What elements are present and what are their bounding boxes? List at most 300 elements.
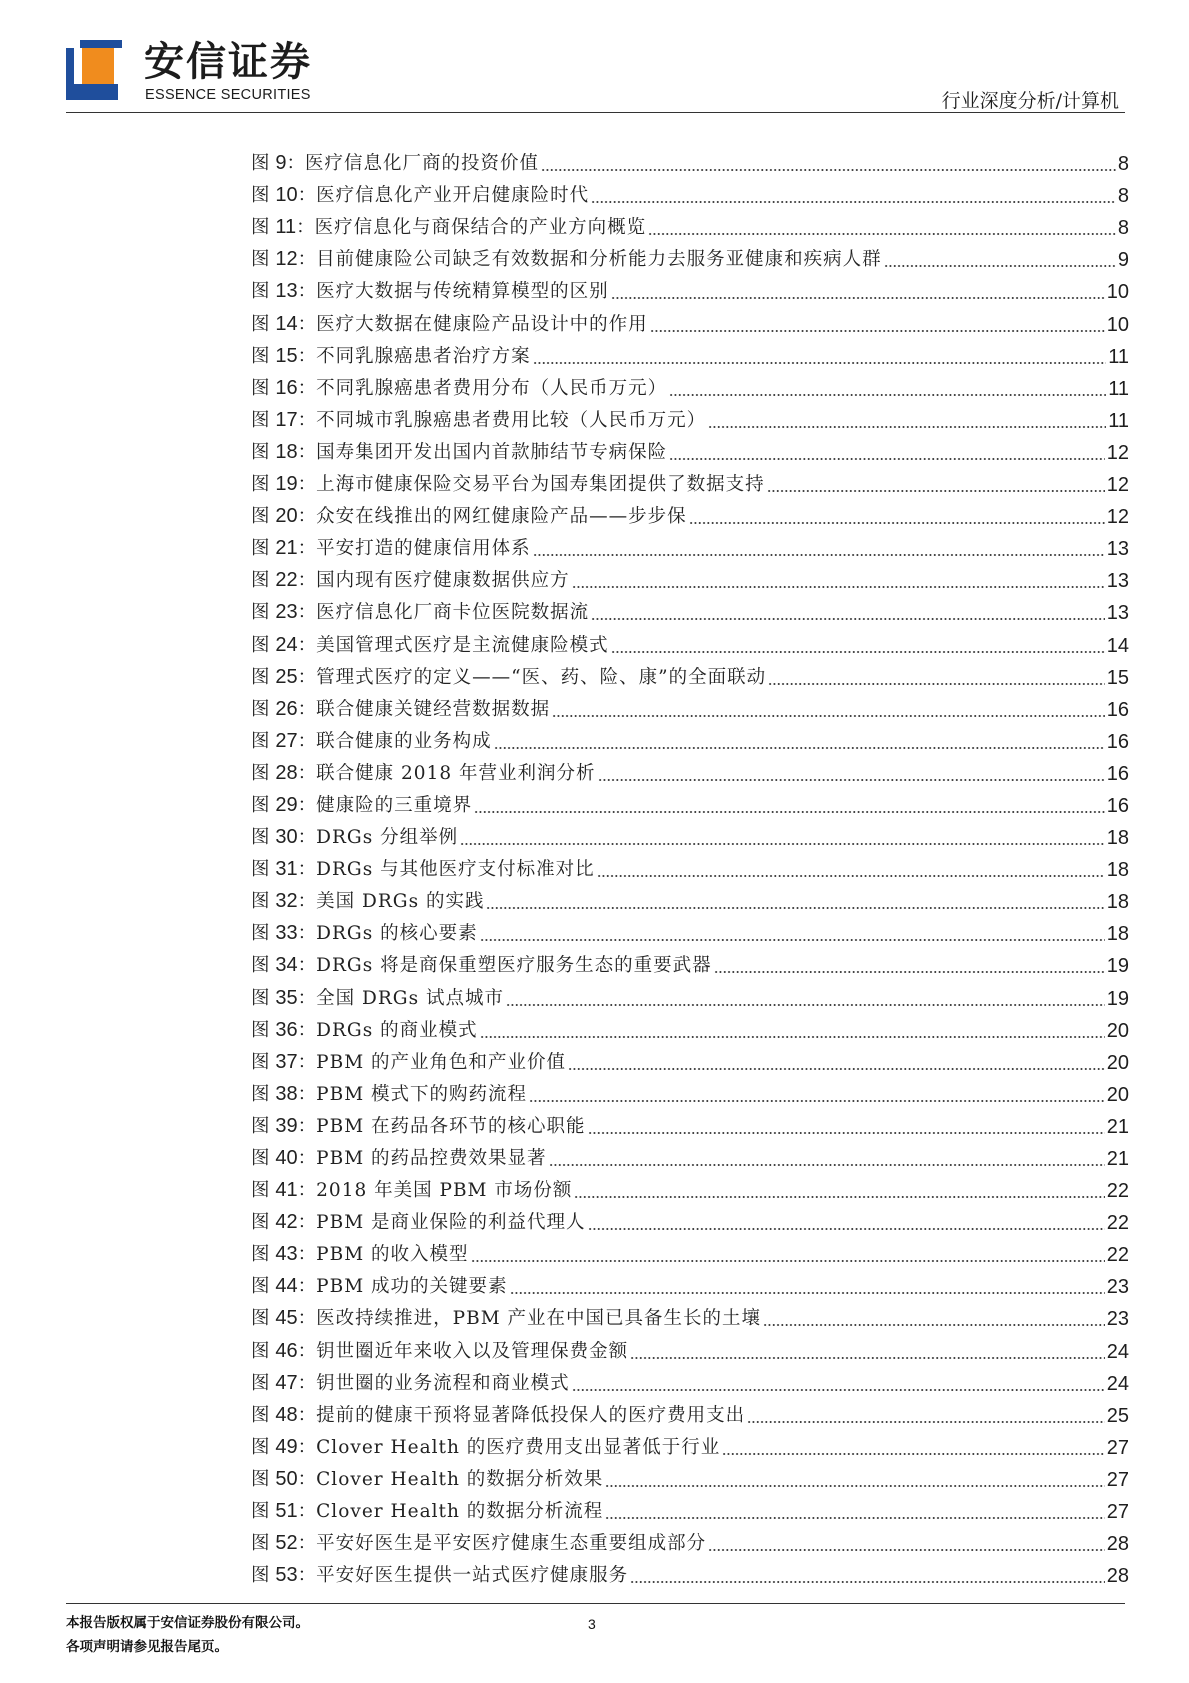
toc-dot-leader	[533, 554, 1105, 556]
toc-dot-leader	[588, 1228, 1105, 1230]
toc-figure-number: 52	[275, 1532, 298, 1555]
toc-figure-title: PBM 模式下的购药流程	[316, 1083, 528, 1105]
toc-page-number: 13	[1106, 602, 1129, 625]
toc-figure-title: 医疗信息化厂商卡位医院数据流	[316, 602, 590, 624]
toc-colon: ：	[297, 1276, 317, 1298]
toc-figure-label	[251, 1500, 316, 1523]
toc-dot-leader	[669, 394, 1106, 396]
toc-figure-number: 42	[275, 1211, 298, 1234]
toc-figure-number: 19	[275, 473, 298, 496]
toc-figure-title: 钥世圈近年来收入以及管理保费金额	[316, 1340, 629, 1362]
toc-page-number: 22	[1106, 1180, 1129, 1203]
toc-figure-title: 众安在线推出的网红健康险产品——步步保	[316, 506, 687, 528]
toc-figure-prefix: 图	[251, 891, 276, 913]
toc-entry[interactable]	[251, 1334, 1129, 1366]
toc-page-number: 12	[1106, 474, 1129, 497]
toc-figure-prefix: 图	[251, 281, 276, 303]
toc-figure-title: PBM 在药品各环节的核心职能	[316, 1115, 586, 1137]
toc-figure-prefix: 图	[251, 441, 276, 463]
toc-figure-label	[251, 826, 316, 849]
toc-figure-prefix: 图	[251, 666, 276, 688]
toc-figure-title: 美国 DRGs 的实践	[316, 891, 485, 913]
toc-dot-leader	[648, 233, 1116, 235]
toc-dot-leader	[549, 1164, 1105, 1166]
toc-figure-prefix: 图	[251, 955, 276, 977]
toc-colon: ：	[297, 1083, 317, 1105]
toc-figure-label	[251, 1083, 316, 1106]
toc-figure-number: 16	[275, 376, 298, 399]
toc-dot-leader	[460, 843, 1105, 845]
toc-figure-number: 21	[275, 537, 298, 560]
toc-figure-number: 12	[275, 248, 298, 271]
toc-colon: ：	[297, 602, 317, 624]
toc-colon: ：	[297, 1340, 317, 1362]
toc-entry[interactable]	[251, 1078, 1129, 1110]
toc-entry[interactable]	[251, 211, 1129, 243]
toc-entry[interactable]	[251, 853, 1129, 885]
toc-entry[interactable]	[251, 372, 1129, 404]
toc-dot-leader	[541, 169, 1116, 171]
toc-figure-prefix: 图	[251, 1148, 276, 1169]
toc-page-number: 27	[1106, 1436, 1129, 1459]
toc-figure-prefix: 图	[251, 987, 276, 1009]
toc-colon: ：	[297, 762, 317, 784]
toc-figure-number: 32	[275, 890, 298, 913]
toc-entry[interactable]	[251, 1142, 1129, 1174]
toc-figure-label	[251, 184, 316, 207]
toc-figure-label	[251, 601, 316, 624]
toc-figure-number: 20	[275, 505, 298, 528]
toc-entry[interactable]	[251, 468, 1129, 500]
toc-figure-prefix: 图	[251, 153, 276, 175]
toc-figure-label	[251, 409, 316, 432]
toc-dot-leader	[708, 1549, 1105, 1551]
toc-dot-leader	[708, 426, 1106, 428]
toc-figure-label	[251, 473, 316, 496]
toc-colon: ：	[297, 1404, 317, 1426]
toc-figure-number: 51	[275, 1500, 298, 1523]
toc-figure-title: DRGs 的商业模式	[316, 1019, 478, 1041]
toc-figure-prefix: 图	[251, 859, 276, 881]
toc-colon: ：	[297, 1308, 317, 1330]
toc-figure-number: 39	[275, 1114, 298, 1137]
toc-page-number: 18	[1106, 827, 1129, 850]
toc-figure-label	[251, 1211, 316, 1234]
toc-dot-leader	[722, 1453, 1105, 1455]
toc-figure-title: DRGs 分组举例	[316, 827, 459, 849]
toc-figure-label	[251, 441, 316, 464]
toc-figure-title: 医疗信息化厂商的投资价值	[305, 153, 540, 175]
toc-dot-leader	[568, 1068, 1105, 1070]
toc-page-number: 16	[1106, 794, 1129, 817]
toc-page-number: 11	[1108, 377, 1129, 400]
toc-colon: ：	[297, 570, 317, 592]
toc-page-number: 16	[1106, 698, 1129, 721]
toc-figure-prefix: 图	[251, 1212, 276, 1234]
toc-figure-prefix: 图	[251, 1115, 276, 1137]
toc-figure-prefix: 图	[251, 1501, 276, 1523]
toc-entry[interactable]	[251, 1559, 1129, 1591]
toc-entry[interactable]	[251, 564, 1129, 596]
toc-figure-number: 10	[275, 184, 298, 207]
toc-figure-number: 30	[275, 826, 298, 849]
toc-dot-leader	[574, 1196, 1104, 1198]
toc-figure-label	[251, 1019, 316, 1042]
toc-colon: ：	[297, 1180, 317, 1202]
toc-colon: ：	[297, 474, 317, 496]
toc-figure-number: 27	[275, 729, 298, 752]
toc-figure-title: 2018 年美国 PBM 市场份额	[316, 1180, 573, 1202]
toc-entry[interactable]	[251, 1527, 1129, 1559]
toc-dot-leader	[486, 907, 1104, 909]
toc-page-number: 18	[1106, 923, 1129, 946]
toc-figure-label	[251, 1532, 316, 1555]
toc-figure-prefix: 图	[251, 1468, 276, 1490]
toc-figure-label	[251, 280, 316, 303]
toc-figure-label	[251, 1243, 316, 1266]
toc-entry[interactable]	[251, 661, 1129, 693]
toc-page-number: 27	[1106, 1468, 1129, 1491]
toc-figure-title: 目前健康险公司缺乏有效数据和分析能力去服务亚健康和疾病人群	[316, 249, 882, 271]
toc-entry[interactable]	[251, 1014, 1129, 1046]
toc-page-number: 12	[1106, 506, 1129, 529]
toc-figure-prefix: 图	[251, 313, 276, 335]
toc-figure-number: 26	[275, 697, 298, 720]
toc-colon: ：	[297, 1115, 317, 1137]
toc-figure-title: 全国 DRGs 试点城市	[316, 987, 504, 1009]
page-header	[0, 0, 1189, 114]
toc-page-number: 14	[1106, 634, 1129, 657]
report-section-label: 行业深度分析/计算机	[941, 90, 1119, 112]
toc-page-number: 8	[1117, 217, 1129, 240]
toc-figure-prefix: 图	[251, 827, 276, 849]
toc-colon: ：	[297, 377, 317, 399]
toc-dot-leader	[506, 1004, 1105, 1006]
toc-figure-number: 40	[275, 1147, 298, 1169]
toc-figure-title: 联合健康关键经营数据数据	[316, 698, 551, 720]
toc-figure-title: PBM 的产业角色和产业价值	[316, 1051, 567, 1073]
toc-figure-number: 36	[275, 1018, 298, 1041]
toc-colon: ：	[286, 153, 306, 175]
toc-figure-prefix: 图	[251, 1276, 276, 1298]
toc-figure-prefix: 图	[251, 1340, 276, 1362]
toc-dot-leader	[605, 1485, 1105, 1487]
toc-figure-number: 43	[275, 1243, 298, 1266]
toc-figure-prefix: 图	[251, 345, 276, 367]
toc-figure-prefix: 图	[251, 217, 276, 239]
toc-dot-leader	[768, 683, 1105, 685]
toc-dot-leader	[597, 875, 1105, 877]
toc-figure-prefix: 图	[251, 634, 276, 656]
toc-colon: ：	[297, 859, 317, 881]
toc-figure-label	[251, 1307, 316, 1330]
toc-figure-title: 平安好医生提供一站式医疗健康服务	[316, 1565, 629, 1587]
toc-figure-label	[251, 1340, 316, 1363]
toc-dot-leader	[572, 1389, 1105, 1391]
footer-divider	[66, 1603, 1125, 1604]
copyright-notice: 本报告版权属于安信证券股份有限公司。	[66, 1615, 309, 1631]
toc-entry[interactable]	[251, 1495, 1129, 1527]
toc-figure-prefix: 图	[251, 1565, 276, 1587]
toc-figure-prefix: 图	[251, 185, 276, 207]
toc-page-number: 24	[1106, 1340, 1129, 1363]
toc-colon: ：	[297, 1372, 317, 1394]
toc-dot-leader	[494, 747, 1105, 749]
toc-colon: ：	[297, 1212, 317, 1234]
toc-colon: ：	[297, 634, 317, 656]
toc-figure-number: 47	[275, 1371, 298, 1394]
toc-entry[interactable]	[251, 243, 1129, 275]
toc-page-number: 25	[1106, 1404, 1129, 1427]
toc-entry[interactable]	[251, 949, 1129, 981]
toc-page-number: 11	[1108, 345, 1129, 368]
toc-page-number: 28	[1106, 1565, 1129, 1588]
toc-entry[interactable]	[251, 789, 1129, 821]
toc-dot-leader	[763, 1324, 1105, 1326]
toc-figure-number: 18	[275, 440, 298, 463]
toc-figure-title: 上海市健康保险交易平台为国寿集团提供了数据支持	[316, 474, 765, 496]
toc-entry[interactable]	[251, 1174, 1129, 1206]
toc-colon: ：	[297, 794, 317, 816]
toc-figure-label	[251, 794, 316, 817]
toc-figure-number: 13	[275, 280, 298, 303]
toc-figure-number: 35	[275, 986, 298, 1009]
toc-entry[interactable]	[251, 885, 1129, 917]
toc-figure-prefix: 图	[251, 1308, 276, 1330]
toc-entry[interactable]	[251, 1431, 1129, 1463]
toc-figure-number: 25	[275, 665, 298, 688]
toc-page-number: 21	[1106, 1115, 1129, 1138]
toc-figure-label	[251, 248, 316, 271]
toc-figure-label	[251, 377, 316, 400]
toc-entry[interactable]	[251, 179, 1129, 211]
toc-colon: ：	[296, 217, 315, 239]
toc-figure-label	[251, 762, 316, 785]
toc-entry[interactable]	[251, 147, 1129, 179]
toc-figure-number: 33	[275, 922, 298, 945]
toc-page-number: 27	[1106, 1501, 1129, 1524]
toc-figure-title: Clover Health 的数据分析效果	[316, 1468, 604, 1490]
toc-figure-title: 不同乳腺癌患者治疗方案	[316, 345, 531, 367]
toc-figure-number: 11	[275, 216, 297, 239]
toc-figure-prefix: 图	[251, 1244, 276, 1266]
toc-figure-title: 不同城市乳腺癌患者费用比较（人民币万元）	[316, 409, 707, 431]
toc-figure-label	[251, 1468, 316, 1491]
toc-entry[interactable]	[251, 1110, 1129, 1142]
toc-figure-number: 23	[275, 601, 298, 624]
toc-figure-prefix: 图	[251, 1083, 276, 1105]
toc-dot-leader	[598, 779, 1105, 781]
toc-colon: ：	[297, 891, 317, 913]
toc-figure-title: 提前的健康干预将显著降低投保人的医疗费用支出	[316, 1404, 746, 1426]
toc-dot-leader	[767, 490, 1105, 492]
toc-colon: ：	[297, 1468, 317, 1490]
toc-figure-prefix: 图	[251, 602, 276, 624]
toc-dot-leader	[611, 297, 1105, 299]
toc-figure-title: 联合健康的业务构成	[316, 730, 492, 752]
toc-figure-label	[251, 216, 315, 239]
toc-figure-label	[251, 890, 316, 913]
toc-dot-leader	[529, 1100, 1105, 1102]
page-number: 3	[588, 1616, 596, 1632]
toc-page-number: 13	[1106, 538, 1129, 561]
toc-figure-prefix: 图	[251, 794, 276, 816]
toc-figure-prefix: 图	[251, 570, 276, 592]
toc-figure-title: 美国管理式医疗是主流健康险模式	[316, 634, 609, 656]
toc-colon: ：	[297, 281, 317, 303]
toc-figure-title: DRGs 将是商保重塑医疗服务生态的重要武器	[316, 955, 712, 977]
toc-figure-title: DRGs 的核心要素	[316, 923, 478, 945]
company-name-en: ESSENCE SECURITIES	[145, 87, 311, 103]
toc-entry[interactable]	[251, 1302, 1129, 1334]
toc-page-number: 19	[1106, 987, 1129, 1010]
toc-colon: ：	[297, 730, 317, 752]
toc-entry[interactable]	[251, 1238, 1129, 1270]
toc-entry[interactable]	[251, 1270, 1129, 1302]
toc-page-number: 20	[1106, 1083, 1129, 1106]
toc-figure-prefix: 图	[251, 1019, 276, 1041]
toc-entry[interactable]	[251, 532, 1129, 564]
toc-colon: ：	[297, 441, 317, 463]
toc-entry[interactable]	[251, 725, 1129, 757]
toc-dot-leader	[588, 1132, 1105, 1134]
toc-entry[interactable]	[251, 917, 1129, 949]
toc-colon: ：	[297, 313, 317, 335]
toc-page-number: 22	[1106, 1244, 1129, 1267]
toc-entry[interactable]	[251, 275, 1129, 307]
toc-dot-leader	[689, 522, 1105, 524]
toc-page-number: 18	[1106, 891, 1129, 914]
toc-figure-label	[251, 1436, 316, 1459]
toc-figure-label	[251, 634, 316, 657]
toc-figure-title: 医改持续推进，PBM 产业在中国已具备生长的土壤	[316, 1308, 762, 1330]
toc-figure-number: 34	[275, 954, 298, 977]
toc-colon: ：	[297, 409, 317, 431]
toc-dot-leader	[650, 330, 1105, 332]
toc-figure-number: 14	[275, 312, 298, 335]
toc-figure-title: 联合健康 2018 年营业利润分析	[316, 762, 596, 784]
toc-entry[interactable]	[251, 596, 1129, 628]
toc-entry[interactable]	[251, 1367, 1129, 1399]
toc-figure-prefix: 图	[251, 762, 276, 784]
toc-figure-number: 45	[275, 1307, 298, 1330]
toc-page-number: 10	[1106, 281, 1129, 304]
toc-figure-prefix: 图	[251, 1436, 276, 1458]
toc-entry[interactable]	[251, 628, 1129, 660]
toc-entry[interactable]	[251, 1399, 1129, 1431]
toc-dot-leader	[480, 1036, 1105, 1038]
toc-figure-label	[251, 1179, 316, 1202]
toc-page-number: 23	[1106, 1276, 1129, 1299]
toc-dot-leader	[630, 1581, 1105, 1583]
toc-figure-title: DRGs 与其他医疗支付标准对比	[316, 859, 595, 881]
toc-figure-number: 37	[275, 1050, 298, 1073]
toc-entry[interactable]	[251, 1046, 1129, 1078]
toc-figure-label	[251, 505, 316, 528]
toc-figure-label	[251, 1275, 316, 1298]
toc-page-number: 16	[1106, 762, 1129, 785]
toc-page-number: 28	[1106, 1533, 1129, 1556]
toc-figure-number: 9	[275, 152, 287, 175]
toc-colon: ：	[297, 955, 317, 977]
toc-colon: ：	[297, 987, 317, 1009]
toc-page-number: 9	[1117, 249, 1129, 272]
toc-page-number: 12	[1106, 441, 1129, 464]
toc-colon: ：	[297, 345, 317, 367]
toc-figure-title: 管理式医疗的定义——“医、药、险、康”的全面联动	[316, 666, 767, 688]
toc-entry[interactable]	[251, 340, 1129, 372]
toc-figure-title: 医疗信息化与商保结合的产业方向概览	[314, 217, 647, 239]
toc-page-number: 8	[1117, 185, 1129, 208]
toc-figure-prefix: 图	[251, 1180, 276, 1202]
toc-colon: ：	[297, 1533, 317, 1555]
toc-entry[interactable]	[251, 981, 1129, 1013]
toc-entry[interactable]	[251, 693, 1129, 725]
toc-page-number: 22	[1106, 1212, 1129, 1235]
toc-figure-prefix: 图	[251, 730, 276, 752]
toc-page-number: 16	[1106, 730, 1129, 753]
toc-colon: ：	[297, 1565, 317, 1587]
toc-figure-label	[251, 537, 316, 560]
toc-figure-prefix: 图	[251, 538, 276, 560]
toc-colon: ：	[297, 1244, 317, 1266]
toc-entry[interactable]	[251, 404, 1129, 436]
toc-figure-prefix: 图	[251, 1372, 276, 1394]
toc-colon: ：	[297, 923, 317, 945]
toc-dot-leader	[510, 1292, 1105, 1294]
toc-figure-title: 平安好医生是平安医疗健康生态重要组成部分	[316, 1533, 707, 1555]
toc-page-number: 15	[1106, 666, 1129, 689]
toc-page-number: 8	[1117, 153, 1129, 176]
toc-dot-leader	[630, 1357, 1105, 1359]
toc-page-number: 21	[1106, 1148, 1129, 1170]
toc-figure-number: 41	[275, 1179, 298, 1202]
toc-figure-prefix: 图	[251, 698, 276, 720]
toc-figure-label	[251, 1372, 316, 1395]
toc-page-number: 23	[1106, 1308, 1129, 1331]
toc-entry[interactable]	[251, 1463, 1129, 1495]
toc-entry[interactable]	[251, 436, 1129, 468]
toc-figure-prefix: 图	[251, 377, 276, 399]
toc-figure-number: 17	[275, 408, 298, 431]
toc-entry[interactable]	[251, 500, 1129, 532]
toc-figure-number: 53	[275, 1564, 298, 1587]
toc-figure-label	[251, 858, 316, 881]
toc-figure-title: Clover Health 的数据分析流程	[316, 1501, 604, 1523]
toc-entry[interactable]	[251, 821, 1129, 853]
toc-figure-number: 15	[275, 344, 298, 367]
toc-page-number: 20	[1106, 1051, 1129, 1074]
company-name-cn: 安信证券	[144, 39, 312, 85]
toc-figure-label	[251, 345, 316, 368]
toc-entry[interactable]	[251, 757, 1129, 789]
toc-figure-number: 31	[275, 858, 298, 881]
toc-figure-label	[251, 987, 316, 1010]
toc-colon: ：	[297, 827, 317, 849]
header-divider	[66, 112, 1125, 113]
toc-entry[interactable]	[251, 1206, 1129, 1238]
toc-figure-title: PBM 的药品控费效果显著	[316, 1148, 547, 1169]
toc-figure-number: 49	[275, 1435, 298, 1458]
toc-colon: ：	[297, 1436, 317, 1458]
toc-figure-title: 医疗大数据与传统精算模型的区别	[316, 281, 609, 303]
toc-figure-title: 国内现有医疗健康数据供应方	[316, 570, 570, 592]
toc-figure-number: 44	[275, 1275, 298, 1298]
toc-colon: ：	[297, 666, 317, 688]
toc-dot-leader	[747, 1421, 1105, 1423]
toc-entry[interactable]	[251, 307, 1129, 339]
toc-page-number: 13	[1106, 570, 1129, 593]
